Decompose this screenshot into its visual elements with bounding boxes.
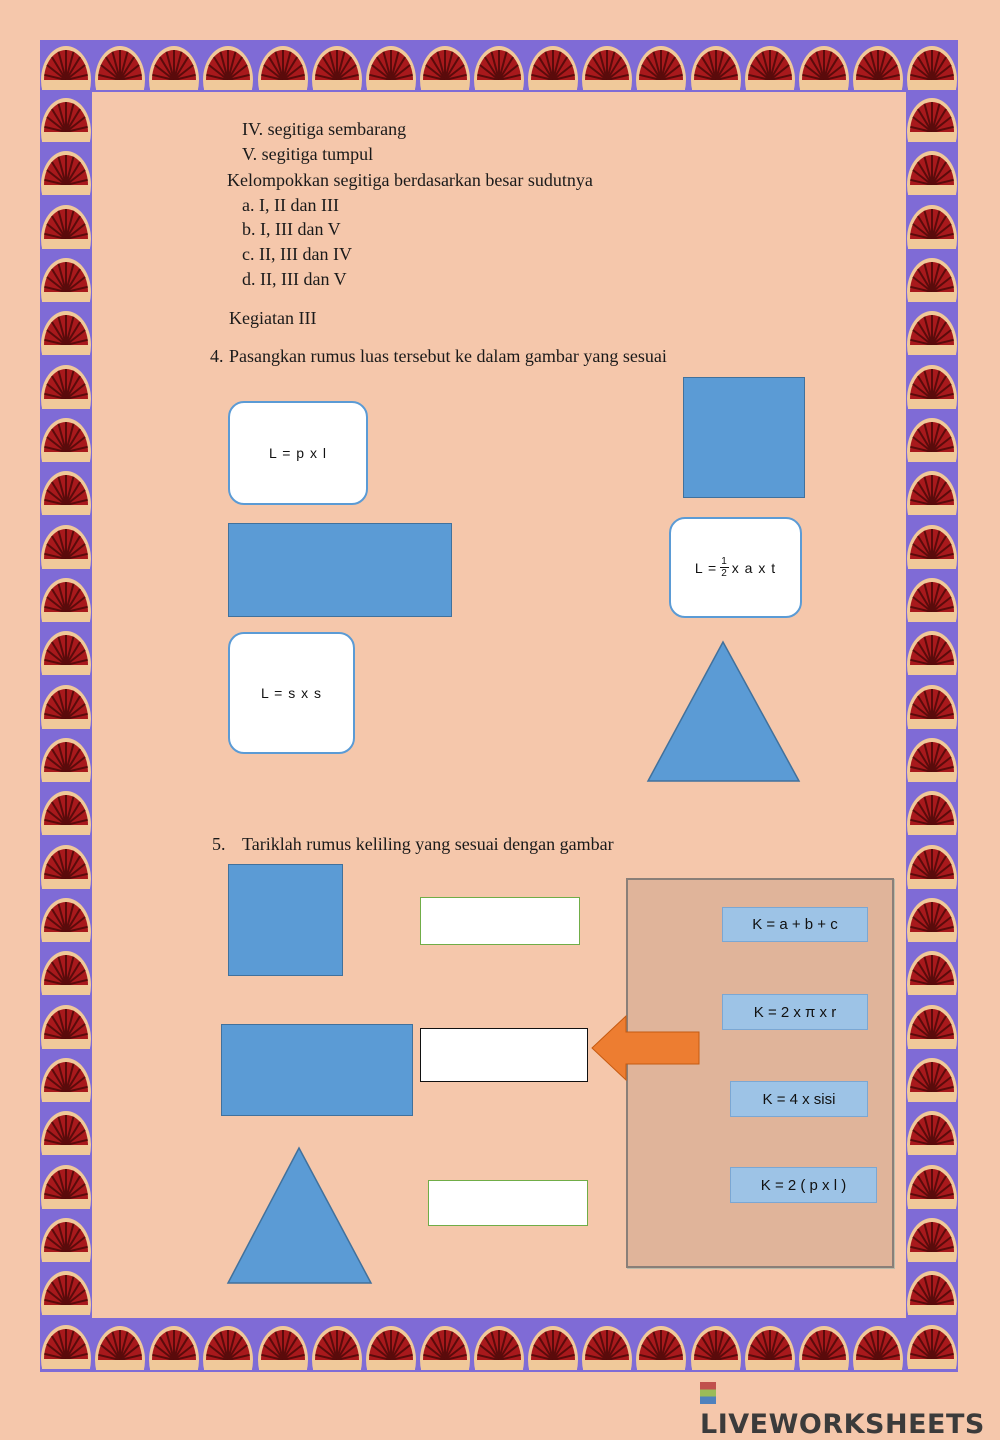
border-fan-tile — [365, 40, 417, 92]
border-fan-tile — [40, 1159, 92, 1211]
border-fan-tile — [40, 519, 92, 571]
q4-text: Pasangkan rumus luas tersebut ke dalam gambar yang sesuai — [229, 346, 667, 366]
border-fan-tile — [40, 92, 92, 144]
border-fan-tile — [906, 572, 958, 624]
question-text: Kelompokkan segitiga berdasarkan besar sudutnya — [227, 170, 593, 190]
option-c: c. II, III dan IV — [242, 244, 352, 264]
arrow-left-icon — [590, 1014, 702, 1082]
border-fan-tile — [40, 1212, 92, 1264]
square-shape[interactable] — [683, 377, 805, 498]
option-d: d. II, III dan V — [242, 269, 347, 289]
section-title: Kegiatan III — [229, 308, 317, 328]
answer-box-square[interactable] — [420, 897, 580, 945]
border-fan-tile — [635, 1320, 687, 1372]
border-fan-tile — [202, 40, 254, 92]
border-fan-tile — [744, 1320, 796, 1372]
border-fan-tile — [94, 40, 146, 92]
logo-text: LIVEWORKSHEETS — [700, 1409, 985, 1440]
formula-card-triangle-area[interactable] — [669, 517, 802, 618]
triangle-shape[interactable] — [646, 640, 802, 784]
answer-box-rectangle[interactable] — [420, 1028, 588, 1082]
border-fan-tile — [419, 1320, 471, 1372]
perimeter-option-rectangle[interactable]: K = 2 ( p x l ) — [730, 1167, 877, 1203]
perimeter-option-triangle[interactable]: K = a + b + c — [722, 907, 868, 942]
border-fan-tile — [94, 1320, 146, 1372]
border-fan-tile — [906, 199, 958, 251]
fraction-numerator: 1 — [721, 556, 728, 567]
option-a: a. I, II dan III — [242, 195, 339, 215]
border-fan-tile — [906, 145, 958, 197]
border-fan-tile — [40, 359, 92, 411]
border-fan-tile — [906, 839, 958, 891]
rectangle-shape-q5 — [221, 1024, 413, 1116]
rectangle-shape[interactable] — [228, 523, 452, 617]
border-fan-tile — [744, 40, 796, 92]
border-fan-tile — [311, 40, 363, 92]
logo-icon — [700, 1382, 716, 1404]
border-fan-tile — [419, 40, 471, 92]
answer-box-triangle[interactable] — [428, 1180, 588, 1226]
border-fan-tile — [473, 40, 525, 92]
border-fan-tile — [148, 40, 200, 92]
border-fan-tile — [40, 839, 92, 891]
border-fan-tile — [852, 40, 904, 92]
border-fan-tile — [40, 305, 92, 357]
border-fan-tile — [690, 40, 742, 92]
border-fan-tile — [257, 1320, 309, 1372]
border-fan-tile — [690, 1320, 742, 1372]
border-fan-tile — [148, 1320, 200, 1372]
perimeter-option-square[interactable]: K = 4 x sisi — [730, 1081, 868, 1117]
border-fan-tile — [40, 785, 92, 837]
border-fan-tile — [40, 145, 92, 197]
border-fan-tile — [473, 1320, 525, 1372]
border-fan-tile — [527, 40, 579, 92]
border-fan-tile — [852, 1320, 904, 1372]
border-fan-tile — [906, 625, 958, 677]
border-fan-tile — [798, 1320, 850, 1372]
border-fan-tile — [906, 412, 958, 464]
border-fan-tile — [906, 785, 958, 837]
border-fan-tile — [365, 1320, 417, 1372]
border-fan-tile — [906, 892, 958, 944]
fraction-half — [720, 556, 729, 579]
border-fan-tile — [635, 40, 687, 92]
border-fan-tile — [40, 572, 92, 624]
border-fan-tile — [40, 679, 92, 731]
border-fan-tile — [40, 465, 92, 517]
border-fan-tile — [40, 625, 92, 677]
border-fan-tile — [311, 1320, 363, 1372]
border-fan-tile — [40, 892, 92, 944]
border-fan-tile — [40, 40, 92, 92]
border-fan-tile — [906, 305, 958, 357]
border-fan-tile — [40, 1105, 92, 1157]
border-fan-tile — [40, 945, 92, 997]
border-fan-tile — [906, 40, 958, 92]
perimeter-option-circle[interactable]: K = 2 x π x r — [722, 994, 868, 1030]
q5-number: 5. — [212, 834, 226, 854]
border-fan-tile — [40, 199, 92, 251]
border-fan-tile — [527, 1320, 579, 1372]
triangle-shape-q5 — [226, 1146, 374, 1286]
border-fan-tile — [906, 519, 958, 571]
border-fan-tile — [40, 252, 92, 304]
border-fan-tile — [581, 1320, 633, 1372]
border-fan-tile — [906, 359, 958, 411]
formula-suffix: x a x t — [731, 559, 777, 576]
border-fan-tile — [202, 1320, 254, 1372]
border-fan-tile — [906, 1319, 958, 1371]
border-fan-tile — [906, 1052, 958, 1104]
border-fan-tile — [40, 999, 92, 1051]
border-fan-tile — [906, 1212, 958, 1264]
border-fan-tile — [906, 252, 958, 304]
border-fan-tile — [40, 412, 92, 464]
border-fan-tile — [581, 40, 633, 92]
formula-card-rectangle-area[interactable]: L = p x l — [228, 401, 368, 505]
q5-text: Tariklah rumus keliling yang sesuai dengan gambar — [242, 834, 614, 854]
border-fan-tile — [40, 1319, 92, 1371]
border-fan-tile — [798, 40, 850, 92]
border-fan-tile — [906, 1105, 958, 1157]
border-fan-tile — [40, 1052, 92, 1104]
fraction-denominator: 2 — [721, 568, 728, 579]
border-fan-tile — [906, 945, 958, 997]
border-fan-tile — [906, 999, 958, 1051]
border-fan-tile — [40, 1265, 92, 1317]
q4-number: 4. — [210, 346, 224, 366]
list-item-iv: IV. segitiga sembarang — [242, 119, 407, 139]
square-shape-q5 — [228, 864, 343, 976]
formula-prefix: L = — [694, 559, 718, 576]
border-fan-tile — [906, 465, 958, 517]
border-fan-tile — [906, 1159, 958, 1211]
border-fan-tile — [257, 40, 309, 92]
border-fan-tile — [40, 732, 92, 784]
liveworksheets-logo — [700, 1378, 1000, 1440]
border-fan-tile — [906, 679, 958, 731]
border-fan-tile — [906, 92, 958, 144]
border-fan-tile — [906, 732, 958, 784]
option-b: b. I, III dan V — [242, 219, 341, 239]
formula-card-square-area[interactable]: L = s x s — [228, 632, 355, 754]
list-item-v: V. segitiga tumpul — [242, 144, 374, 164]
border-fan-tile — [906, 1265, 958, 1317]
